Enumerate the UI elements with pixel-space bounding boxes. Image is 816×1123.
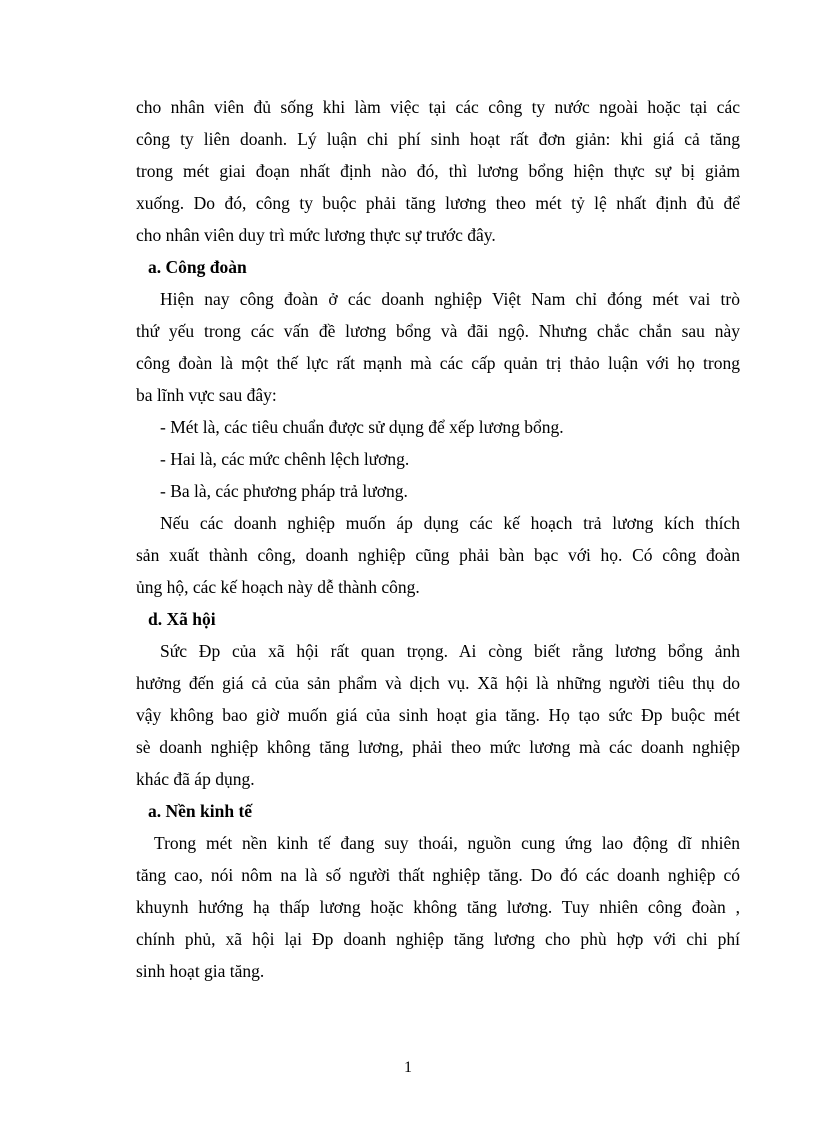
intro-paragraph: [136, 91, 740, 251]
economy-paragraph: [136, 827, 740, 987]
text-line: Sức Đp của xã hội rất quan trọng. Ai còng biết rằng lương bổng ảnh: [160, 641, 740, 661]
text-line: khác đã áp dụng.: [136, 769, 255, 789]
page-number: 1: [404, 1059, 412, 1076]
text-line: trong mét giai đoạn nhất định nào đó, thì lương bổng hiện thực sự bị giảm: [136, 161, 740, 181]
text-line: công đoàn là một thế lực rất mạnh mà các cấp quản trị thảo luận với họ trong: [136, 353, 740, 373]
text-line: ủng hộ, các kế hoạch này dễ thành công.: [136, 577, 420, 597]
text-line: Nếu các doanh nghiệp muốn áp dụng các kế hoạch trả lương kích thích: [160, 513, 740, 533]
section-heading-union: a. Công đoàn: [148, 257, 247, 277]
text-line: vậy không bao giờ muốn giá của sinh hoạt gia tăng. Họ tạo sức Đp buộc mét: [136, 705, 740, 725]
text-line: Trong mét nền kinh tế đang suy thoái, nguồn cung ứng lao động dĩ nhiên: [154, 833, 740, 853]
society-paragraph: [136, 635, 740, 795]
union-paragraph: [136, 283, 740, 411]
text-line: xuống. Do đó, công ty buộc phải tăng lương theo mét tỷ lệ nhất định đủ để: [136, 193, 740, 213]
list-item: - Mét là, các tiêu chuẩn được sử dụng để xếp lương bổng.: [160, 417, 564, 437]
text-line: ba lĩnh vực sau đây:: [136, 385, 277, 405]
text-line: tăng cao, nói nôm na là số người thất nghiệp tăng. Do đó các doanh nghiệp có: [136, 865, 740, 885]
list-item: - Ba là, các phương pháp trả lương.: [160, 481, 408, 501]
text-line: hưởng đến giá cả của sản phẩm và dịch vụ. Xã hội là những người tiêu thụ do: [136, 673, 740, 693]
text-line: cho nhân viên đủ sống khi làm việc tại các công ty nước ngoài hoặc tại các: [136, 97, 740, 117]
text-line: chính phủ, xã hội lại Đp doanh nghiệp tăng lương cho phù hợp với chi phí: [136, 929, 740, 949]
document-body: [136, 91, 740, 987]
text-line: khuynh hướng hạ thấp lương hoặc không tăng lương. Tuy nhiên công đoàn ,: [136, 897, 740, 917]
text-line: sè doanh nghiệp không tăng lương, phải theo mức lương mà các doanh nghiệp: [136, 737, 740, 757]
text-line: công ty liên doanh. Lý luận chi phí sinh hoạt rất đơn giản: khi giá cả tăng: [136, 129, 740, 149]
text-line: cho nhân viên duy trì mức lương thực sự trước đây.: [136, 225, 496, 245]
section-heading-economy: a. Nền kinh tế: [148, 801, 253, 821]
union-closing-paragraph: [136, 507, 740, 603]
text-line: sản xuất thành công, doanh nghiệp cũng phải bàn bạc với họ. Có công đoàn: [136, 545, 740, 565]
union-list: [136, 411, 740, 507]
text-line: sinh hoạt gia tăng.: [136, 961, 265, 981]
text-line: Hiện nay công đoàn ở các doanh nghiệp Việt Nam chỉ đóng mét vai trò: [160, 289, 740, 309]
section-heading-society: d. Xã hội: [148, 609, 216, 629]
text-line: thứ yếu trong các vấn đề lương bổng và đãi ngộ. Nhưng chắc chắn sau này: [136, 321, 740, 341]
list-item: - Hai là, các mức chênh lệch lương.: [160, 449, 410, 469]
